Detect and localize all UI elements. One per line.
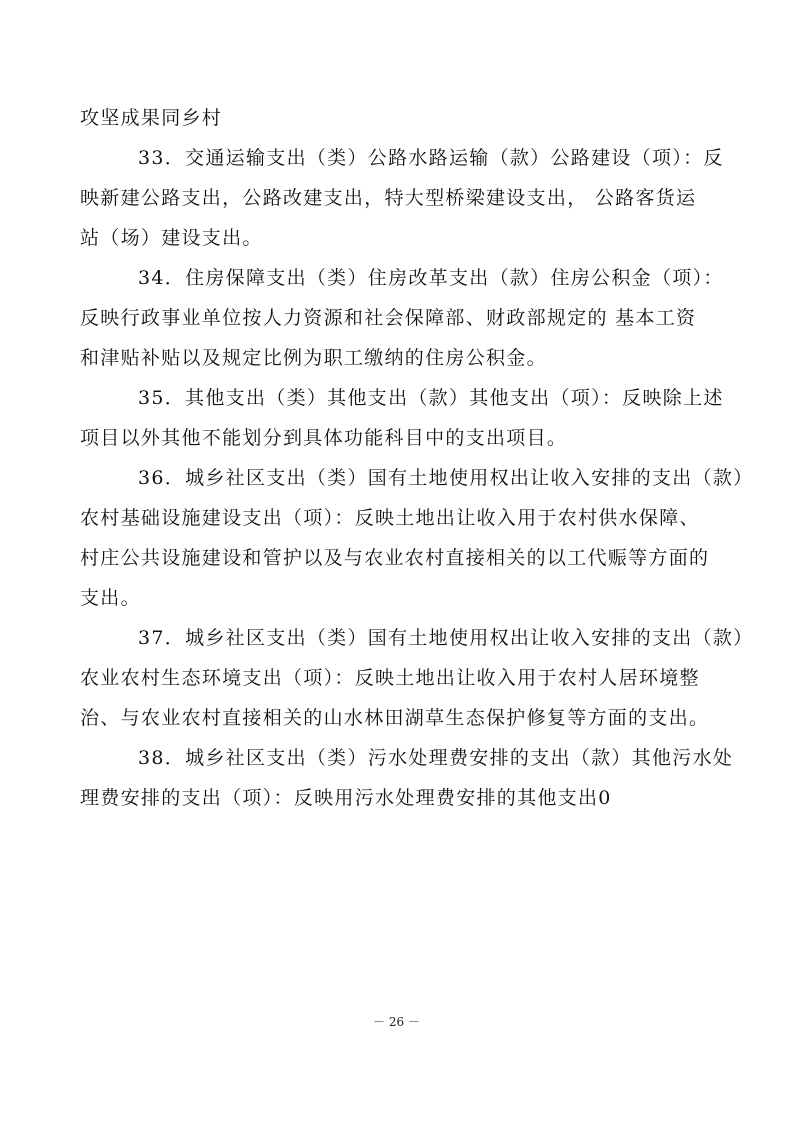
document-body	[80, 98, 754, 818]
item-37-line-1: 37．城乡社区支出（类）国有土地使用权出让收入安排的支出（款）	[138, 627, 754, 649]
item-33-line-3: 站（场）建设支出。	[80, 227, 263, 249]
item-38-line-1: 38．城乡社区支出（类）污水处理费安排的支出（款）其他污水处	[138, 747, 734, 769]
item-36-line-1: 36．城乡社区支出（类）国有土地使用权出让收入安排的支出（款）	[138, 467, 754, 489]
item-35-line-1: 35．其他支出（类）其他支出（款）其他支出（项）：反映除上述	[138, 387, 724, 409]
item-34-line-3: 和津贴补贴以及规定比例为职工缴纳的住房公积金。	[80, 347, 547, 369]
item-34-line-1: 34．住房保障支出（类）住房改革支出（款）住房公积金（项）：	[138, 267, 724, 289]
item-38-line-2: 理费安排的支出（项）：反映用污水处理费安排的其他支出0	[80, 787, 612, 809]
item-34-line-2: 反映行政事业单位按人力资源和社会保障部、财政部规定的 基本工资	[80, 307, 697, 329]
page-number: － 26 －	[373, 1015, 420, 1029]
item-37-line-3: 治、与农业农村直接相关的山水林田湖草生态保护修复等方面的支出。	[80, 707, 710, 729]
item-36-line-4: 支出。	[80, 587, 141, 609]
item-36-line-3: 村庄公共设施建设和管护以及与农业农村直接相关的以工代赈等方面的	[80, 547, 710, 569]
item-35-line-2: 项目以外其他不能划分到具体功能科目中的支出项目。	[80, 427, 568, 449]
text-line: 攻坚成果同乡村	[80, 107, 223, 129]
item-37-line-2: 农业农村生态环境支出（项）：反映土地出让收入用于农村人居环境整	[80, 667, 700, 689]
item-33-line-2: 映新建公路支出，公路改建支出，特大型桥梁建设支出， 公路客货运	[80, 187, 697, 209]
item-33-line-1: 33．交通运输支出（类）公路水路运输（款）公路建设（项）：反	[138, 147, 724, 169]
item-36-line-2: 农村基础设施建设支出（项）：反映土地出让收入用于农村供水保障、	[80, 507, 700, 529]
